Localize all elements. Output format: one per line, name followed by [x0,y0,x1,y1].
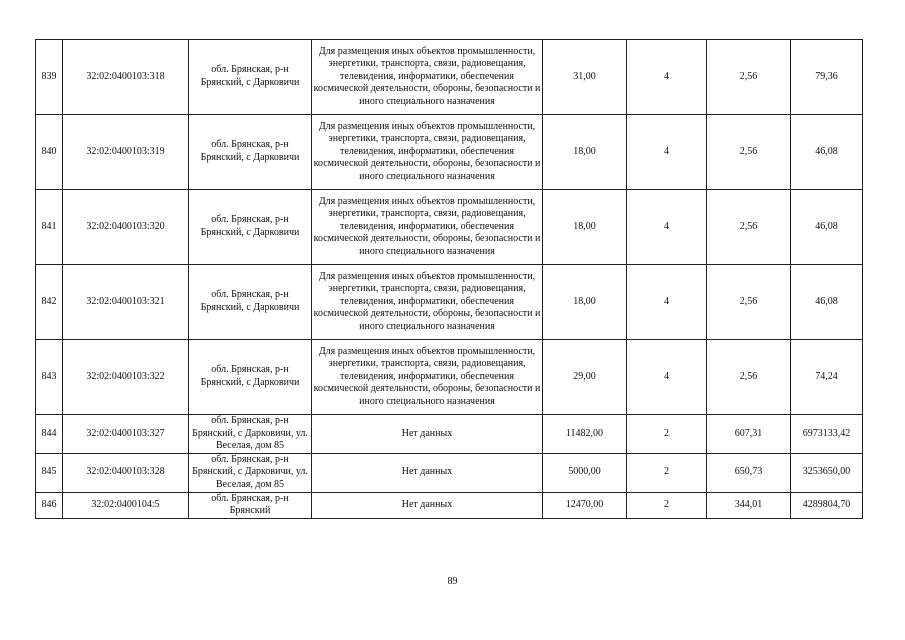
permitted-use: Нет данных [312,492,543,518]
group: 2 [627,415,707,454]
row-number: 844 [36,415,63,454]
group: 4 [627,265,707,340]
address: обл. Брянская, р-н Брянский, с Дарковичи, ул. Веселая, дом 85 [189,415,312,454]
permitted-use: Нет данных [312,453,543,492]
permitted-use: Для размещения иных объектов промышленности, энергетики, транспорта, связи, радиовещания, телевидения, информатики, обеспечения космической деятельности, обороны, безопасности и иного специального назначения [312,115,543,190]
specific-cadastral-value: 2,56 [707,190,791,265]
address: обл. Брянская, р-н Брянский, с Дарковичи [189,115,312,190]
cadastral-value: 3253650,00 [791,453,863,492]
area: 18,00 [543,265,627,340]
group: 2 [627,453,707,492]
row-number: 842 [36,265,63,340]
address: обл. Брянская, р-н Брянский, с Дарковичи [189,340,312,415]
specific-cadastral-value: 2,56 [707,40,791,115]
specific-cadastral-value: 2,56 [707,340,791,415]
address: обл. Брянская, р-н Брянский, с Дарковичи [189,265,312,340]
area: 5000,00 [543,453,627,492]
permitted-use: Для размещения иных объектов промышленности, энергетики, транспорта, связи, радиовещания, телевидения, информатики, обеспечения космической деятельности, обороны, безопасности и иного специального назначения [312,190,543,265]
permitted-use: Для размещения иных объектов промышленности, энергетики, транспорта, связи, радиовещания, телевидения, информатики, обеспечения космической деятельности, обороны, безопасности и иного специального назначения [312,265,543,340]
group: 4 [627,40,707,115]
area: 18,00 [543,190,627,265]
cadastral-value: 4289804,70 [791,492,863,518]
specific-cadastral-value: 607,31 [707,415,791,454]
row-number: 840 [36,115,63,190]
cadastral-number: 32:02:0400103:327 [63,415,189,454]
cadastral-number: 32:02:0400103:321 [63,265,189,340]
specific-cadastral-value: 2,56 [707,265,791,340]
cadastral-value: 74,24 [791,340,863,415]
address: обл. Брянская, р-н Брянский, с Дарковичи [189,190,312,265]
area: 12470,00 [543,492,627,518]
table-row [36,190,863,265]
area: 18,00 [543,115,627,190]
cadastral-value: 79,36 [791,40,863,115]
cadastral-number: 32:02:0400103:318 [63,40,189,115]
cadastral-number: 32:02:0400103:322 [63,340,189,415]
table-row [36,265,863,340]
address: обл. Брянская, р-н Брянский, с Дарковичи [189,40,312,115]
group: 2 [627,492,707,518]
address: обл. Брянская, р-н Брянский, с Дарковичи, ул. Веселая, дом 85 [189,453,312,492]
area: 11482,00 [543,415,627,454]
table-row [36,453,863,492]
table-row [36,492,863,518]
cadastral-value: 46,08 [791,265,863,340]
row-number: 839 [36,40,63,115]
specific-cadastral-value: 650,73 [707,453,791,492]
table-row [36,415,863,454]
table-row [36,340,863,415]
cadastral-value: 46,08 [791,115,863,190]
group: 4 [627,115,707,190]
row-number: 846 [36,492,63,518]
specific-cadastral-value: 344,01 [707,492,791,518]
specific-cadastral-value: 2,56 [707,115,791,190]
table-row [36,40,863,115]
cadastral-value: 6973133,42 [791,415,863,454]
cadastral-number: 32:02:0400104:5 [63,492,189,518]
group: 4 [627,190,707,265]
cadastral-number: 32:02:0400103:320 [63,190,189,265]
group: 4 [627,340,707,415]
cadastral-value: 46,08 [791,190,863,265]
permitted-use: Для размещения иных объектов промышленности, энергетики, транспорта, связи, радиовещания, телевидения, информатики, обеспечения космической деятельности, обороны, безопасности и иного специального назначения [312,40,543,115]
cadastral-number: 32:02:0400103:328 [63,453,189,492]
area: 31,00 [543,40,627,115]
table-row [36,115,863,190]
row-number: 845 [36,453,63,492]
land-plots-table [35,39,863,519]
permitted-use: Нет данных [312,415,543,454]
area: 29,00 [543,340,627,415]
row-number: 843 [36,340,63,415]
cadastral-number: 32:02:0400103:319 [63,115,189,190]
page-number: 89 [447,576,458,587]
row-number: 841 [36,190,63,265]
permitted-use: Для размещения иных объектов промышленности, энергетики, транспорта, связи, радиовещания, телевидения, информатики, обеспечения космической деятельности, обороны, безопасности и иного специального назначения [312,340,543,415]
address: обл. Брянская, р-н Брянский [189,492,312,518]
